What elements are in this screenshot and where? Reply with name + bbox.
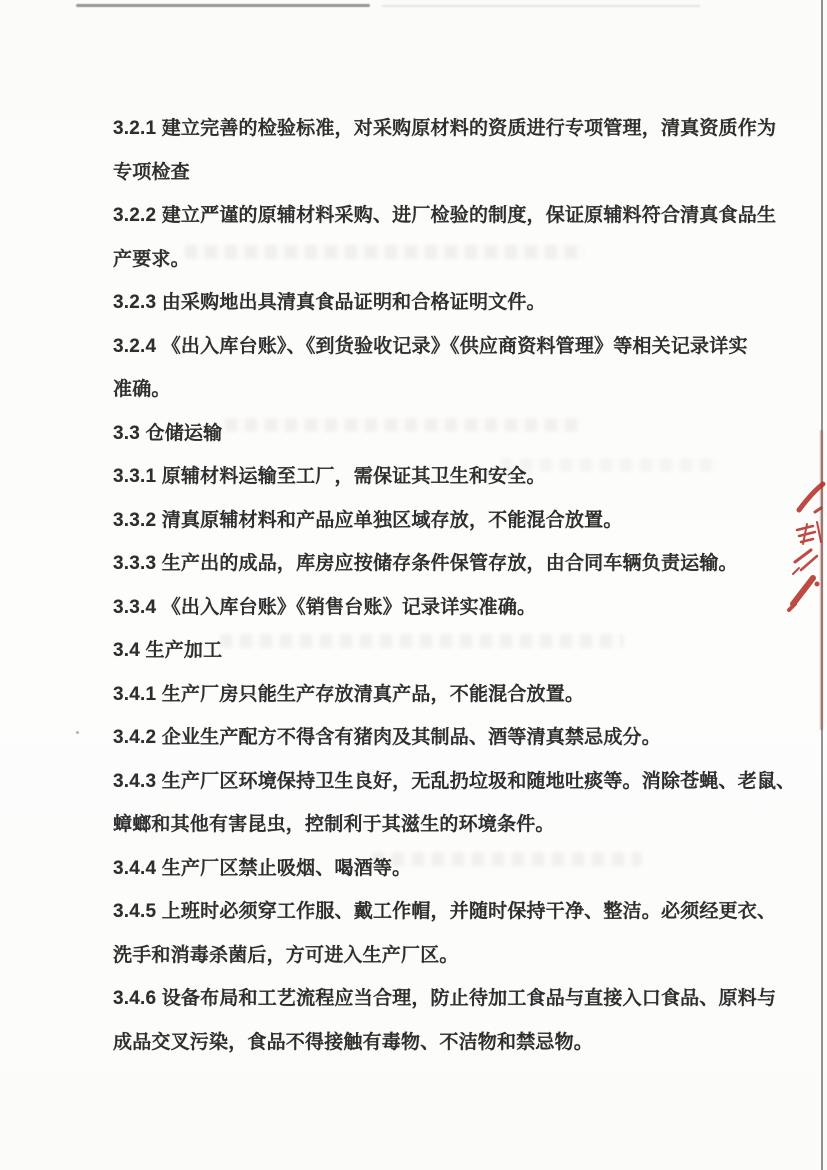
scan-edge-artifact-top (76, 4, 370, 7)
text-line: 3.3 仓储运输 (113, 422, 223, 444)
document-text (113, 107, 796, 1064)
text-line: 3.4.6 设备布局和工艺流程应当合理，防止待加工食品与直接入口食品、原料与 (113, 988, 777, 1009)
red-ink-stamp (787, 478, 827, 618)
text-line: 3.3.1 原辅材料运输至工厂，需保证其卫生和安全。 (113, 466, 546, 487)
text-line: 3.3.2 清真原辅材料和产品应单独区域存放，不能混合放置。 (113, 509, 623, 531)
text-line: 3.2.4 《出入库台账》、《到货验收记录》《供应商资料管理》等相关记录详实 (113, 335, 748, 357)
text-line: 洗手和消毒杀菌后，方可进入生产厂区。 (113, 944, 459, 966)
text-line: 3.4.4 生产厂区禁止吸烟、喝酒等。 (113, 857, 412, 879)
text-line: 专项检查 (113, 161, 190, 183)
text-line: 3.2.2 建立严谨的原辅材料采购、进厂检验的制度，保证原辅料符合清真食品生 (113, 205, 777, 226)
text-line: 3.4 生产加工 (113, 640, 223, 661)
text-line: 3.4.3 生产厂区环境保持卫生良好，无乱扔垃圾和随地吐痰等。消除苍蝇、老鼠、 (113, 770, 796, 792)
text-line: 3.4.2 企业生产配方不得含有猪肉及其制品、酒等清真禁忌成分。 (113, 727, 661, 748)
text-line: 蟑螂和其他有害昆虫，控制利于其滋生的环境条件。 (113, 814, 555, 835)
text-line: 产要求。 (113, 248, 190, 270)
text-line: 3.2.1 建立完善的检验标准，对采购原材料的资质进行专项管理，清真资质作为 (113, 118, 777, 139)
scan-edge-artifact-top-faint (382, 5, 700, 7)
text-line: 准确。 (113, 379, 171, 400)
text-line: 3.3.3 生产出的成品，库房应按储存条件保管存放，由合同车辆负责运输。 (113, 553, 738, 574)
text-line: 3.3.4 《出入库台账》《销售台账》记录详实准确。 (113, 596, 537, 618)
scan-speck (76, 731, 79, 734)
text-line: 3.4.1 生产厂房只能生产存放清真产品，不能混合放置。 (113, 683, 585, 705)
text-line: 3.4.5 上班时必须穿工作服、戴工作帽，并随时保持干净、整洁。必须经更衣、 (113, 901, 777, 922)
text-line: 成品交叉污染，食品不得接触有毒物、不洁物和禁忌物。 (113, 1031, 594, 1053)
text-line: 3.2.3 由采购地出具清真食品证明和合格证明文件。 (113, 292, 546, 313)
